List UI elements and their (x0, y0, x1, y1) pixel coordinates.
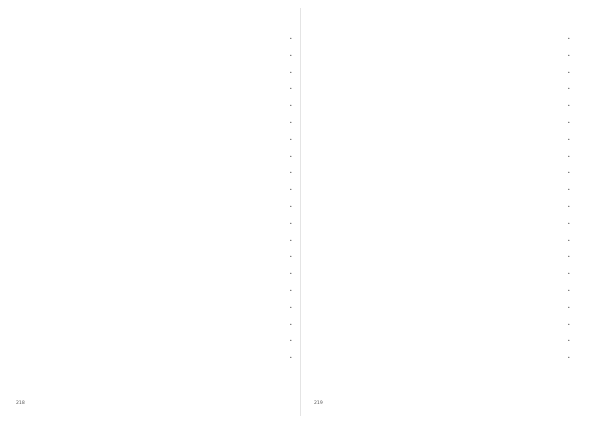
paragraph (30, 305, 292, 318)
paragraph (308, 170, 570, 183)
paragraph (30, 204, 292, 217)
paragraph (308, 53, 570, 66)
paragraph (30, 70, 292, 83)
paragraph (308, 355, 570, 368)
page-number: 219 (314, 401, 323, 406)
paragraph (30, 322, 292, 335)
paragraph (30, 53, 292, 66)
page-number: 218 (16, 401, 25, 406)
paragraph (30, 120, 292, 133)
text-column-left (30, 36, 292, 372)
paragraph (30, 288, 292, 301)
page-right (300, 0, 600, 424)
paragraph (30, 338, 292, 351)
paragraph (308, 271, 570, 284)
paragraph (30, 271, 292, 284)
paragraph (308, 221, 570, 234)
paragraph (308, 120, 570, 133)
paragraph (30, 103, 292, 116)
paragraph (308, 305, 570, 318)
paragraph (308, 70, 570, 83)
paragraph (308, 238, 570, 251)
text-column-right (308, 36, 570, 372)
paragraph (308, 103, 570, 116)
paragraph (308, 86, 570, 99)
paragraph (308, 254, 570, 267)
paragraph (308, 204, 570, 217)
paragraph (308, 338, 570, 351)
paragraph (30, 254, 292, 267)
paragraph (30, 86, 292, 99)
paragraph (30, 187, 292, 200)
paragraph (308, 288, 570, 301)
paragraph (30, 36, 292, 49)
paragraph (30, 170, 292, 183)
paragraph (308, 137, 570, 150)
paragraph (30, 154, 292, 167)
paragraph (308, 322, 570, 335)
paragraph (30, 221, 292, 234)
paragraph (308, 154, 570, 167)
paragraph (308, 187, 570, 200)
paragraph (30, 238, 292, 251)
paragraph (30, 137, 292, 150)
paragraph (30, 355, 292, 368)
paragraph (308, 36, 570, 49)
